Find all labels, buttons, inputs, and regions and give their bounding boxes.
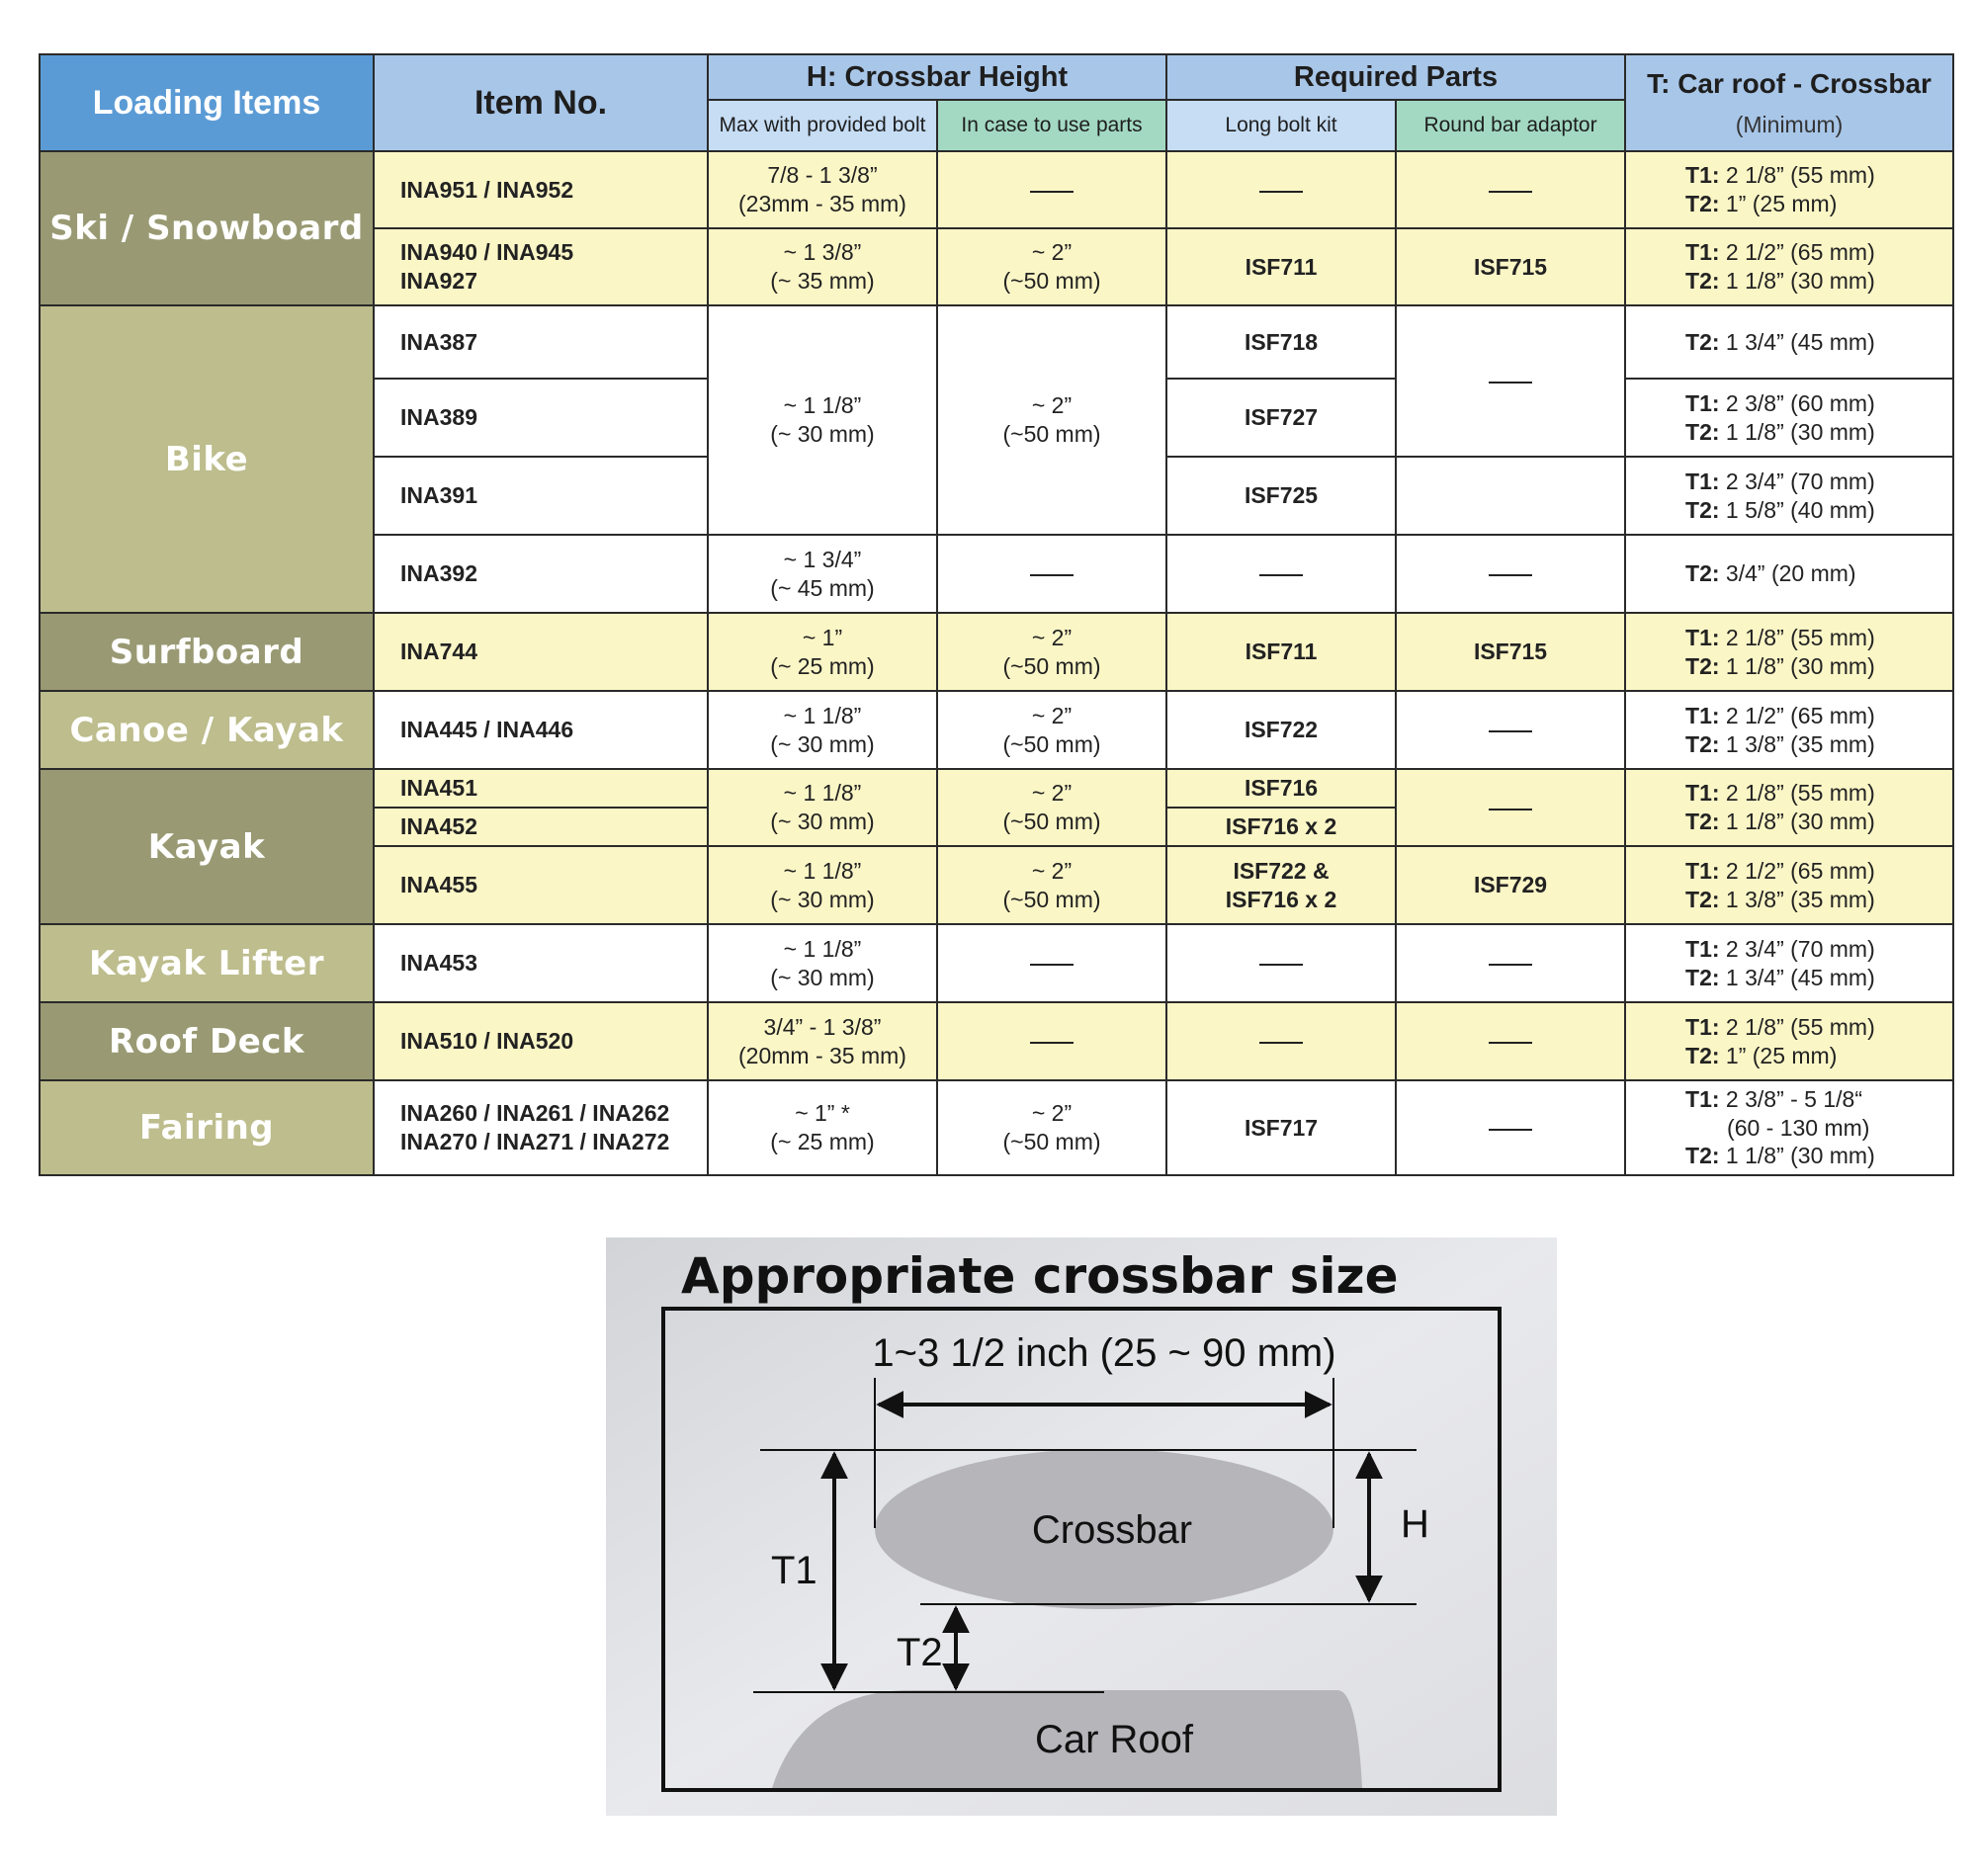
empty-dash	[1396, 535, 1625, 613]
crossbar-fit-table	[39, 53, 1954, 1176]
h-max-cell: ~ 1 1/8” (~ 30 mm)	[708, 305, 937, 535]
diagram-title: Appropriate crossbar size	[681, 1247, 1399, 1305]
t-values-cell: T2: 1 3/4” (45 mm)	[1625, 305, 1953, 379]
t-values-cell: T1: 2 3/4” (70 mm) T2: 1 5/8” (40 mm)	[1625, 457, 1953, 535]
h-max-cell: ~ 1 1/8” (~ 30 mm)	[708, 691, 937, 769]
category-roof-deck: Roof Deck	[40, 1002, 374, 1080]
empty-dash	[937, 924, 1166, 1002]
empty-cell	[1396, 457, 1625, 535]
width-label: 1~3 1/2 inch (25 ~ 90 mm)	[872, 1331, 1336, 1375]
h-max-cell: 3/4” - 1 3/8” (20mm - 35 mm)	[708, 1002, 937, 1080]
header-car-roof-title: T: Car roof - Crossbar	[1647, 68, 1932, 100]
item-no-cell: INA452	[374, 808, 708, 846]
t-values-cell: T1: 2 1/2” (65 mm) T2: 1 3/8” (35 mm)	[1625, 691, 1953, 769]
table-row	[40, 151, 1953, 228]
t-values-cell: T1: 2 3/4” (70 mm) T2: 1 3/4” (45 mm)	[1625, 924, 1953, 1002]
empty-dash	[1396, 691, 1625, 769]
h-parts-cell: ~ 2” (~50 mm)	[937, 613, 1166, 691]
long-bolt-cell: ISF722	[1166, 691, 1396, 769]
adaptor-cell: ISF729	[1396, 846, 1625, 924]
long-bolt-cell: ISF711	[1166, 613, 1396, 691]
h-max-cell: ~ 1 1/8” (~ 30 mm)	[708, 846, 937, 924]
t-values-cell: T1: 2 1/8” (55 mm) T2: 1” (25 mm)	[1625, 151, 1953, 228]
table-row	[40, 613, 1953, 691]
long-bolt-cell: ISF718	[1166, 305, 1396, 379]
item-no-cell: INA389	[374, 379, 708, 457]
item-no-cell: INA391	[374, 457, 708, 535]
table-row	[40, 924, 1953, 1002]
subheader-long-bolt-kit: Long bolt kit	[1166, 100, 1396, 151]
item-no-cell: INA940 / INA945 INA927	[374, 228, 708, 305]
t-values-cell: T1: 2 3/8” - 5 1/8“ (60 - 130 mm) T2: 1 1/8” (30 mm)	[1625, 1080, 1953, 1175]
category-surfboard: Surfboard	[40, 613, 374, 691]
table-row	[40, 769, 1953, 808]
category-canoe-kayak: Canoe / Kayak	[40, 691, 374, 769]
long-bolt-cell: ISF716 x 2	[1166, 808, 1396, 846]
h-max-cell: ~ 1 1/8” (~ 30 mm)	[708, 769, 937, 846]
empty-dash	[1166, 535, 1396, 613]
t2-label: T2	[897, 1631, 943, 1674]
empty-dash	[1396, 769, 1625, 846]
item-no-cell: INA455	[374, 846, 708, 924]
h-label: H	[1401, 1502, 1429, 1546]
item-no-cell: INA744	[374, 613, 708, 691]
h-max-cell: 7/8 - 1 3/8” (23mm - 35 mm)	[708, 151, 937, 228]
empty-dash	[937, 535, 1166, 613]
category-ski-snowboard: Ski / Snowboard	[40, 151, 374, 305]
category-fairing: Fairing	[40, 1080, 374, 1175]
empty-dash	[1396, 305, 1625, 457]
empty-dash	[1396, 1002, 1625, 1080]
table-row	[40, 1080, 1953, 1175]
category-kayak-lifter: Kayak Lifter	[40, 924, 374, 1002]
subheader-in-case-parts: In case to use parts	[937, 100, 1166, 151]
header-crossbar-height: H: Crossbar Height	[708, 54, 1166, 100]
h-parts-cell: ~ 2” (~50 mm)	[937, 769, 1166, 846]
h-max-cell: ~ 1 3/8” (~ 35 mm)	[708, 228, 937, 305]
subheader-max-with-bolt: Max with provided bolt	[708, 100, 937, 151]
h-max-cell: ~ 1” * (~ 25 mm)	[708, 1080, 937, 1175]
header-item-no: Item No.	[374, 54, 708, 151]
long-bolt-cell: ISF717	[1166, 1080, 1396, 1175]
subheader-round-bar-adaptor: Round bar adaptor	[1396, 100, 1625, 151]
t-values-cell: T1: 2 1/2” (65 mm) T2: 1 1/8” (30 mm)	[1625, 228, 1953, 305]
header-required-parts: Required Parts	[1166, 54, 1625, 100]
category-kayak: Kayak	[40, 769, 374, 924]
long-bolt-cell: ISF725	[1166, 457, 1396, 535]
h-max-cell: ~ 1 1/8” (~ 30 mm)	[708, 924, 937, 1002]
h-parts-cell: ~ 2” (~50 mm)	[937, 305, 1166, 535]
empty-dash	[1166, 924, 1396, 1002]
t1-label: T1	[771, 1549, 817, 1592]
t-values-cell: T1: 2 1/8” (55 mm) T2: 1” (25 mm)	[1625, 1002, 1953, 1080]
empty-dash	[1396, 924, 1625, 1002]
item-no-cell: INA445 / INA446	[374, 691, 708, 769]
t-values-cell: T1: 2 3/8” (60 mm) T2: 1 1/8” (30 mm)	[1625, 379, 1953, 457]
car-roof-label: Car Roof	[1034, 1718, 1194, 1761]
empty-dash	[1396, 151, 1625, 228]
item-no-cell: INA387	[374, 305, 708, 379]
item-no-cell: INA951 / INA952	[374, 151, 708, 228]
long-bolt-cell: ISF716	[1166, 769, 1396, 808]
empty-dash	[1166, 151, 1396, 228]
table-row	[40, 1002, 1953, 1080]
empty-dash	[1396, 1080, 1625, 1175]
t-values-cell: T1: 2 1/8” (55 mm) T2: 1 1/8” (30 mm)	[1625, 613, 1953, 691]
h-parts-cell: ~ 2” (~50 mm)	[937, 228, 1166, 305]
item-no-cell: INA260 / INA261 / INA262 INA270 / INA271 / INA272	[374, 1080, 708, 1175]
empty-dash	[1166, 1002, 1396, 1080]
empty-dash	[937, 1002, 1166, 1080]
category-bike: Bike	[40, 305, 374, 613]
table-row	[40, 305, 1953, 379]
h-max-cell: ~ 1” (~ 25 mm)	[708, 613, 937, 691]
adaptor-cell: ISF715	[1396, 228, 1625, 305]
t-values-cell: T1: 2 1/8” (55 mm) T2: 1 1/8” (30 mm)	[1625, 769, 1953, 846]
t-values-cell: T2: 3/4” (20 mm)	[1625, 535, 1953, 613]
h-max-cell: ~ 1 3/4” (~ 45 mm)	[708, 535, 937, 613]
item-no-cell: INA510 / INA520	[374, 1002, 708, 1080]
empty-dash	[937, 151, 1166, 228]
item-no-cell: INA451	[374, 769, 708, 808]
t-values-cell: T1: 2 1/2” (65 mm) T2: 1 3/8” (35 mm)	[1625, 846, 1953, 924]
long-bolt-cell: ISF722 & ISF716 x 2	[1166, 846, 1396, 924]
header-car-roof-crossbar	[1625, 54, 1953, 151]
adaptor-cell: ISF715	[1396, 613, 1625, 691]
h-parts-cell: ~ 2” (~50 mm)	[937, 846, 1166, 924]
item-no-cell: INA392	[374, 535, 708, 613]
header-minimum: (Minimum)	[1735, 112, 1844, 137]
crossbar-label: Crossbar	[1031, 1508, 1193, 1552]
crossbar-size-diagram	[606, 1237, 1557, 1816]
long-bolt-cell: ISF711	[1166, 228, 1396, 305]
item-no-cell: INA453	[374, 924, 708, 1002]
h-parts-cell: ~ 2” (~50 mm)	[937, 691, 1166, 769]
header-loading-items: Loading Items	[40, 54, 374, 151]
table-row	[40, 691, 1953, 769]
long-bolt-cell: ISF727	[1166, 379, 1396, 457]
h-parts-cell: ~ 2” (~50 mm)	[937, 1080, 1166, 1175]
